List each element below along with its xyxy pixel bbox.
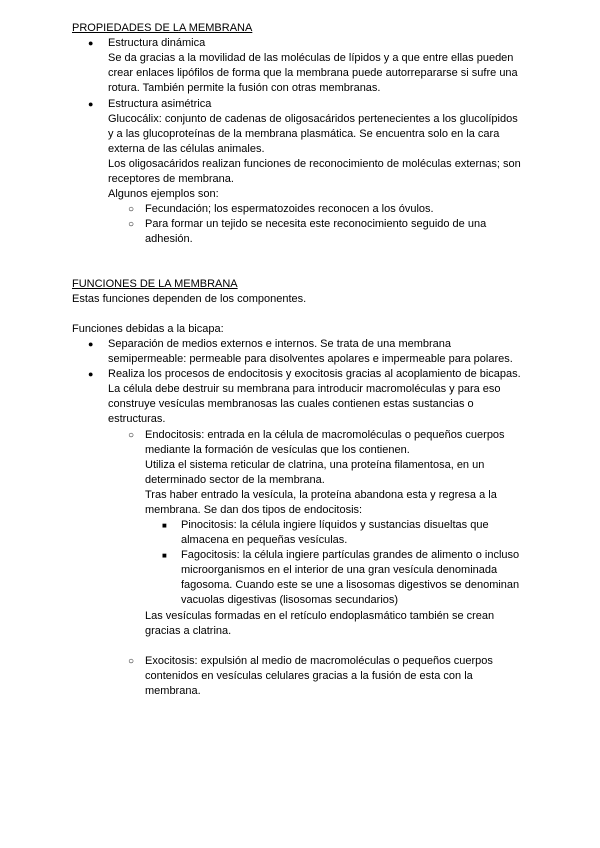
paragraph-line: rotura. También permite la fusión con otras membranas. [108, 82, 381, 94]
paragraph-line: gracias a clatrina. [145, 625, 232, 637]
list-item: microorganismos en el interior de una gran vesícula denominada [181, 564, 498, 576]
paragraph-line: contenidos en vesículas celulares gracias a la fusión de esta con la [145, 670, 473, 682]
list-item-title: Estructura asimétrica [108, 98, 212, 110]
bullet-disc-icon: ● [88, 339, 94, 349]
list-item: almacena en pequeñas vesículas. [181, 534, 348, 546]
bullet-square-icon: ■ [162, 551, 167, 560]
intro-line: Estas funciones dependen de los componentes. [72, 293, 307, 305]
paragraph-line: externa de las células animales. [108, 143, 265, 155]
list-item-title: Estructura dinámica [108, 37, 206, 49]
paragraph-line: construye vesículas membranosas las cuales contienen estas sustancias o [108, 398, 474, 410]
paragraph-line: determinado sector de la membrana. [145, 474, 325, 486]
paragraph-line: mediante la formación de vesículas que los contienen. [145, 444, 410, 456]
bullet-disc-icon: ● [88, 369, 94, 379]
paragraph-line: Glucocálix: conjunto de cadenas de oligosacáridos pertenecientes a los glucolípidos [108, 113, 518, 125]
list-item: Fagocitosis: la célula ingiere partículas grandes de alimento o incluso [181, 549, 520, 561]
paragraph-line: receptores de membrana. [108, 173, 234, 185]
paragraph-line: semipermeable: permeable para disolventes apolares e impermeable para polares. [108, 353, 513, 365]
paragraph-line: Tras haber entrado la vesícula, la proteína abandona esta y regresa a la [145, 489, 497, 501]
paragraph-line: y a las glucoproteínas de la membrana plasmática. Se encuentra solo en la cara [108, 128, 500, 140]
bullet-circle-icon: ○ [128, 204, 135, 215]
paragraph-line: Realiza los procesos de endocitosis y exocitosis gracias al acoplamiento de bicapas. [108, 368, 521, 380]
bullet-disc-icon: ● [88, 99, 94, 109]
bullet-circle-icon: ○ [128, 219, 135, 230]
paragraph-line: Exocitosis: expulsión al medio de macromoléculas o pequeños cuerpos [145, 655, 493, 667]
paragraph-line: Los oligosacáridos realizan funciones de reconocimiento de moléculas externas; son [108, 158, 521, 170]
section-heading-funciones: FUNCIONES DE LA MEMBRANA [72, 278, 238, 290]
paragraph-line: Utiliza el sistema reticular de clatrina, una proteína filamentosa, en un [145, 459, 485, 471]
paragraph-line: membrana. Se dan dos tipos de endocitosis: [145, 504, 363, 516]
paragraph-line: Algunos ejemplos son: [108, 188, 219, 200]
paragraph-line: Endocitosis: entrada en la célula de macromoléculas o pequeños cuerpos [145, 429, 505, 441]
bullet-circle-icon: ○ [128, 430, 135, 441]
bullet-disc-icon: ● [88, 38, 94, 48]
section-heading-propiedades: PROPIEDADES DE LA MEMBRANA [72, 22, 253, 34]
paragraph-line: Se da gracias a la movilidad de las moléculas de lípidos y a que entre ellas pueden [108, 52, 514, 64]
list-item: Pinocitosis: la célula ingiere líquidos y sustancias disueltas que [181, 519, 489, 531]
paragraph-line: La célula debe destruir su membrana para introducir macromoléculas y para eso [108, 383, 501, 395]
list-item: adhesión. [145, 233, 193, 245]
bullet-circle-icon: ○ [128, 656, 135, 667]
paragraph-line: crear enlaces lipófilos de forma que la membrana puede autorrepararse si sufre una [108, 67, 518, 79]
paragraph-line: Las vesículas formadas en el retículo endoplasmático también se crean [145, 610, 495, 622]
bullet-square-icon: ■ [162, 521, 167, 530]
list-item: Para formar un tejido se necesita este reconocimiento seguido de una [145, 218, 487, 230]
list-item: vacuolas digestivas (lisosomas secundarios) [181, 594, 399, 606]
bilayer-label: Funciones debidas a la bicapa: [72, 323, 224, 335]
paragraph-line: Separación de medios externos e internos. Se trata de una membrana [108, 338, 452, 350]
paragraph-line: membrana. [145, 685, 201, 697]
paragraph-line: estructuras. [108, 413, 166, 425]
list-item: Fecundación; los espermatozoides reconocen a los óvulos. [145, 203, 434, 215]
list-item: fagosoma. Cuando este se une a lisosomas digestivos se denominan [181, 579, 520, 591]
